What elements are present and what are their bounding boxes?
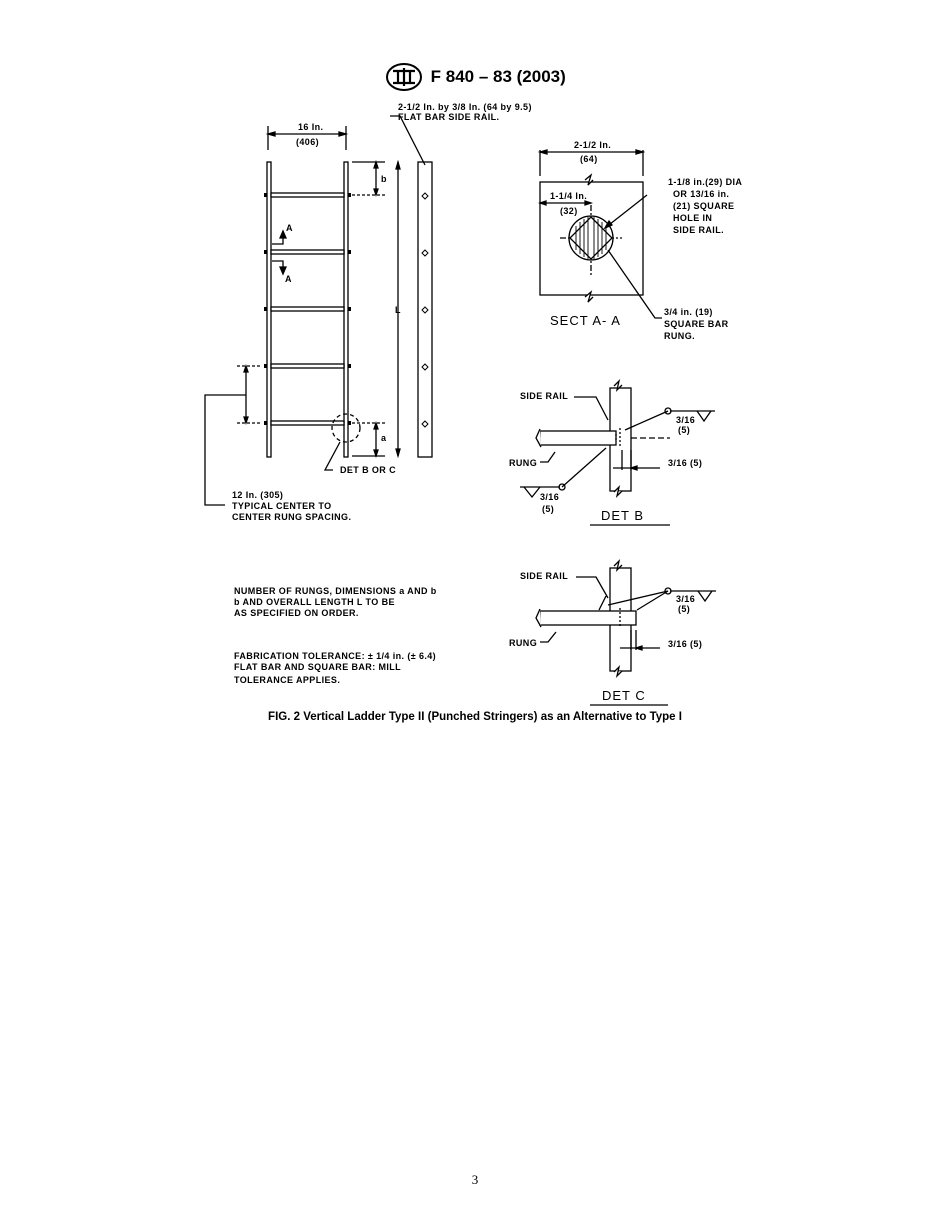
dim-b-label: b [381, 174, 387, 184]
det-c-weld-right: 3/16 [676, 594, 696, 604]
section-title: SECT A- A [550, 313, 621, 328]
section-a-a [540, 150, 662, 318]
rung [271, 193, 344, 197]
spacing-label-3: CENTER RUNG SPACING. [232, 512, 352, 522]
rung [271, 250, 344, 254]
dim-a-label: a [381, 433, 387, 443]
bar-label-1: 3/4 in. (19) [664, 307, 713, 317]
spacing-label-1: 12 In. (305) [232, 490, 284, 500]
det-c-side-rail: SIDE RAIL [520, 571, 569, 581]
figure-caption: FIG. 2 Vertical Ladder Type II (Punched Stringers) as an Alternative to Type I [268, 711, 682, 723]
det-b-side-rail: SIDE RAIL [520, 391, 569, 401]
document-id: F 840 – 83 (2003) [430, 67, 566, 86]
det-b-rung: RUNG [509, 458, 538, 468]
page-number: 3 [471, 1172, 479, 1187]
hole-label-4: HOLE IN [673, 213, 713, 223]
bar-label-3: RUNG. [664, 331, 695, 341]
side-rail-flat-bar [418, 162, 432, 457]
det-b-weld-left: 3/16 [540, 492, 560, 502]
hole-label-3: (21) SQUARE [673, 201, 735, 211]
det-c-rung: RUNG [509, 638, 538, 648]
note-rungs-1: NUMBER OF RUNGS, DIMENSIONS a AND b [234, 586, 437, 596]
drawing-labels [232, 102, 742, 703]
spacing-label-2: TYPICAL CENTER TO [232, 501, 332, 511]
ladder-width-label: 16 In. [298, 122, 324, 132]
rail-label-2: FLAT BAR SIDE RAIL. [398, 112, 500, 122]
section-offset-label: 1-1/4 In. [550, 191, 588, 201]
rung [271, 307, 344, 311]
section-width-label: 2-1/2 In. [574, 140, 612, 150]
section-mark-top: A [286, 223, 293, 233]
rail-label-1: 2-1/2 In. by 3/8 In. (64 by 9.5) [398, 102, 532, 112]
detail-ref-label: DET B OR C [340, 465, 397, 475]
detail-c [536, 561, 716, 705]
det-b-weld-left-metric: (5) [542, 504, 555, 514]
det-c-gap: 3/16 (5) [668, 639, 703, 649]
section-width-metric: (64) [580, 154, 598, 164]
note-tolerance-2: FLAT BAR AND SQUARE BAR: MILL [234, 662, 402, 672]
det-b-title: DET B [601, 508, 645, 523]
note-rungs-2: b AND OVERALL LENGTH L TO BE [234, 597, 395, 607]
note-tolerance-3: TOLERANCE APPLIES. [234, 675, 341, 685]
dim-l-label: L [395, 305, 401, 315]
rung [271, 364, 344, 368]
det-b-gap: 3/16 (5) [668, 458, 703, 468]
note-tolerance-1: FABRICATION TOLERANCE: ± 1/4 in. (± 6.4) [234, 651, 437, 661]
hole-label-1: 1-1/8 in.(29) DIA [668, 177, 743, 187]
det-b-weld-right: 3/16 [676, 415, 696, 425]
section-mark-bottom: A [285, 274, 292, 284]
bar-label-2: SQUARE BAR [664, 319, 729, 329]
det-b-weld-right-metric: (5) [678, 425, 691, 435]
note-rungs-3: AS SPECIFIED ON ORDER. [234, 608, 359, 618]
hole-label-5: SIDE RAIL. [673, 225, 725, 235]
section-offset-metric: (32) [560, 206, 578, 216]
det-c-weld-right-metric: (5) [678, 604, 691, 614]
ladder-width-metric: (406) [296, 137, 320, 147]
hole-label-2: OR 13/16 in. [673, 189, 730, 199]
det-c-title: DET C [602, 688, 646, 703]
